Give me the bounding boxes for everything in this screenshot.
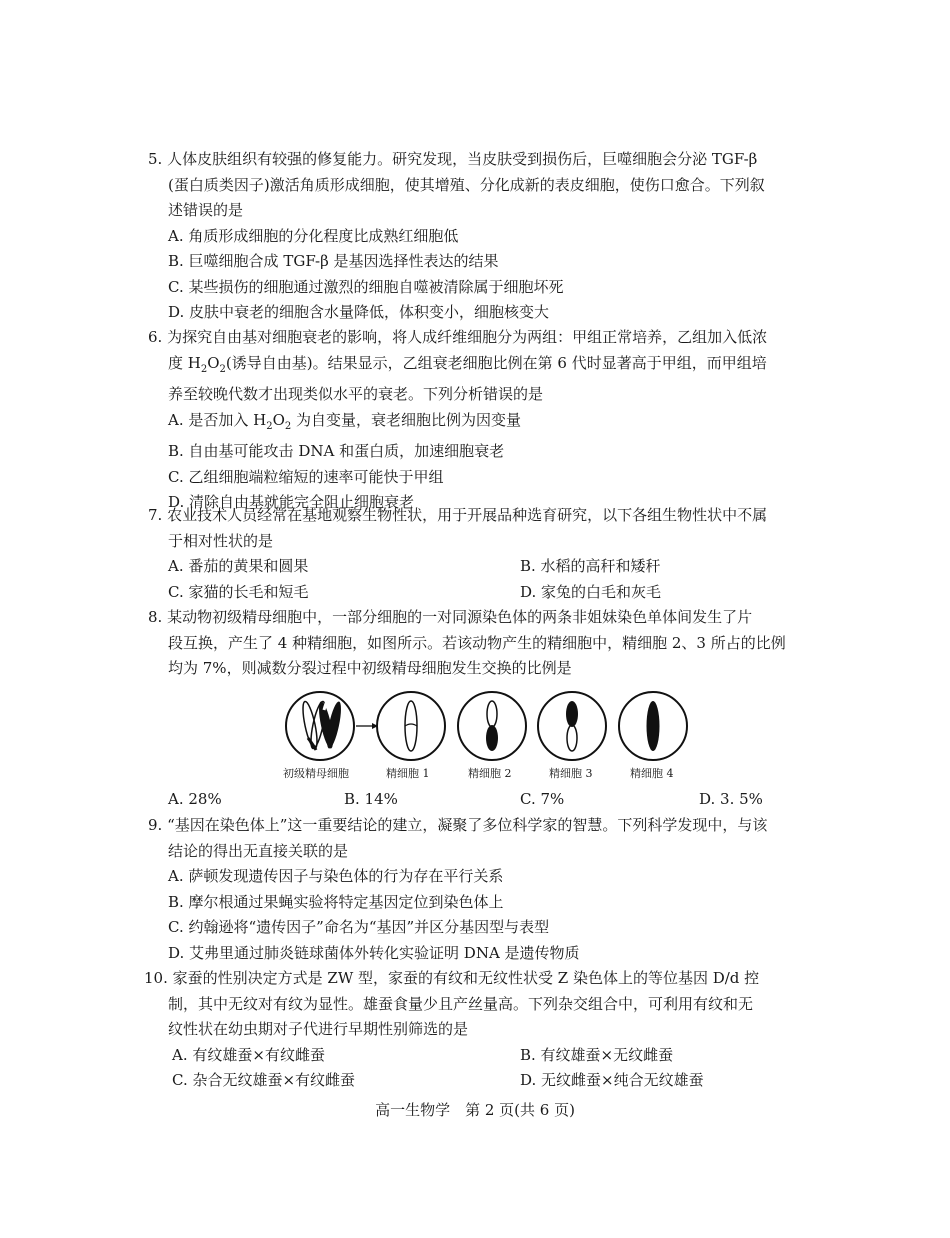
question-9-option-d: D. 艾弗里通过肺炎链球菌体外转化实验证明 DNA 是遗传物质 [168,943,580,962]
question-10-option-a: A. 有纹雄蚕×有纹雌蚕 [172,1045,325,1064]
question-6 [148,325,808,516]
figure-label-sperm-3: 精细胞 3 [549,767,593,780]
figure-label-sperm-2: 精细胞 2 [468,767,512,780]
question-10-stem-line-1: 10. 家蚕的性别决定方式是 ZW 型，家蚕的有纹和无纹性状受 Z 染色体上的等位基因 D/d 控 [144,969,760,987]
question-5-option-b: B. 巨噬细胞合成 TGF-β 是基因选择性表达的结果 [168,252,499,270]
question-7-options-row-2 [148,580,808,606]
question-8 [148,605,808,682]
chromosome-diagram [280,688,700,768]
sperm-cell-1 [377,692,445,760]
question-9-option-c: C. 约翰逊将“遗传因子”命名为“基因”并区分基因型与表型 [168,918,550,936]
question-10-stem-line-2: 制，其中无纹对有纹为显性。雄蚕食量少且产丝量高。下列杂交组合中，可利用有纹和无 [168,994,754,1013]
question-8-option-b: B. 14% [344,790,398,808]
sperm-cell-2 [458,692,526,760]
primary-spermatocyte-cell [286,692,354,760]
question-10 [144,966,808,1094]
question-6-option-c: C. 乙组细胞端粒缩短的速率可能快于甲组 [168,467,444,486]
question-10-options-row-1 [148,1043,808,1069]
question-7-option-b: B. 水稻的高秆和矮秆 [520,557,661,575]
question-6-option-d: D. 清除自由基就能完全阻止细胞衰老 [168,493,415,511]
question-10-option-d: D. 无纹雌蚕×纯合无纹雄蚕 [520,1071,704,1089]
question-5-option-d: D. 皮肤中衰老的细胞含水量降低，体积变小，细胞核变大 [168,303,550,321]
question-10-options-row-2 [148,1068,808,1094]
question-6-option-a: A. 是否加入 $H_2O_2$ 为自变量，衰老细胞比例为因变量 [168,410,522,432]
sperm-cell-4 [619,692,687,760]
question-5-stem-line-1: 5. 人体皮肤组织有较强的修复能力。研究发现，当皮肤受到损伤后，巨噬细胞会分泌 TGF-β [148,150,758,168]
question-5 [148,147,808,326]
figure-label-sperm-4: 精细胞 4 [630,767,674,780]
question-6-stem-line-3: 养至较晚代数才出现类似水平的衰老。下列分析错误的是 [168,385,544,403]
question-8-stem-line-2: 段互换，产生了 4 种精细胞，如图所示。若该动物产生的精细胞中，精细胞 2、3 所占的比例 [168,633,786,652]
page-footer: 高一生物学 第 2 页(共 6 页) [375,1101,575,1119]
question-7-option-c: C. 家猫的长毛和短毛 [168,582,309,601]
question-8-option-a: A. 28% [168,790,222,808]
question-10-stem-line-3: 纹性状在幼虫期对子代进行早期性别筛选的是 [168,1020,469,1038]
question-7-stem-line-1: 7. 农业技术人员经常在基地观察生物性状，用于开展品种选育研究，以下各组生物性状中不属 [148,506,768,524]
sperm-cell-3 [538,692,606,760]
meiosis-figure [280,688,700,783]
question-7 [148,503,808,605]
question-5-option-a: A. 角质形成细胞的分化程度比成熟红细胞低 [168,226,459,245]
question-8-stem-line-1: 8. 某动物初级精母细胞中，一部分细胞的一对同源染色体的两条非姐妹染色单体间发生了片 [148,608,753,626]
question-7-options-row-1 [148,554,808,580]
question-10-option-c: C. 杂合无纹雄蚕×有纹雌蚕 [172,1071,356,1089]
question-8-option-c: C. 7% [520,790,565,808]
question-8-options-row [148,787,808,813]
question-7-option-d: D. 家兔的白毛和灰毛 [520,582,662,601]
question-7-stem-line-2: 于相对性状的是 [168,531,274,550]
question-5-stem-line-2: (蛋白质类因子)激活角质形成细胞，使其增殖、分化成新的表皮细胞，使伤口愈合。下列叙 [168,175,765,194]
question-9-stem-line-2: 结论的得出无直接关联的是 [168,841,349,860]
question-8-option-d: D. 3. 5% [699,790,763,808]
question-6-stem-line-2: 度 $H_2O_2$(诱导自由基)。结果显示，乙组衰老细胞比例在第 6 代时显著高于甲组，而甲组培 [168,353,767,375]
question-7-option-a: A. 番茄的黄果和圆果 [168,557,309,575]
question-8-stem-line-3: 均为 7%，则减数分裂过程中初级精母细胞发生交换的比例是 [168,659,572,677]
figure-label-sperm-1: 精细胞 1 [386,767,430,780]
question-9-stem-line-1: 9. “基因在染色体上”这一重要结论的建立，凝聚了多位科学家的智慧。下列科学发现中，与该 [148,816,768,834]
question-5-stem-line-3: 述错误的是 [168,201,244,219]
figure-label-primary-spermatocyte: 初级精母细胞 [283,767,349,780]
question-6-stem-line-1: 6. 为探究自由基对细胞衰老的影响，将人成纤维细胞分为两组：甲组正常培养，乙组加入低浓 [148,328,768,346]
question-9-option-b: B. 摩尔根通过果蝇实验将特定基因定位到染色体上 [168,892,504,911]
question-9-option-a: A. 萨顿发现遗传因子与染色体的行为存在平行关系 [168,867,504,885]
question-9 [148,813,808,966]
arrow-icon [356,723,378,729]
question-8-options [148,787,808,813]
question-5-option-c: C. 某些损伤的细胞通过激烈的细胞自噬被清除属于细胞坏死 [168,277,564,296]
question-6-option-b: B. 自由基可能攻击 DNA 和蛋白质，加速细胞衰老 [168,442,505,460]
question-10-option-b: B. 有纹雄蚕×无纹雌蚕 [520,1045,674,1064]
